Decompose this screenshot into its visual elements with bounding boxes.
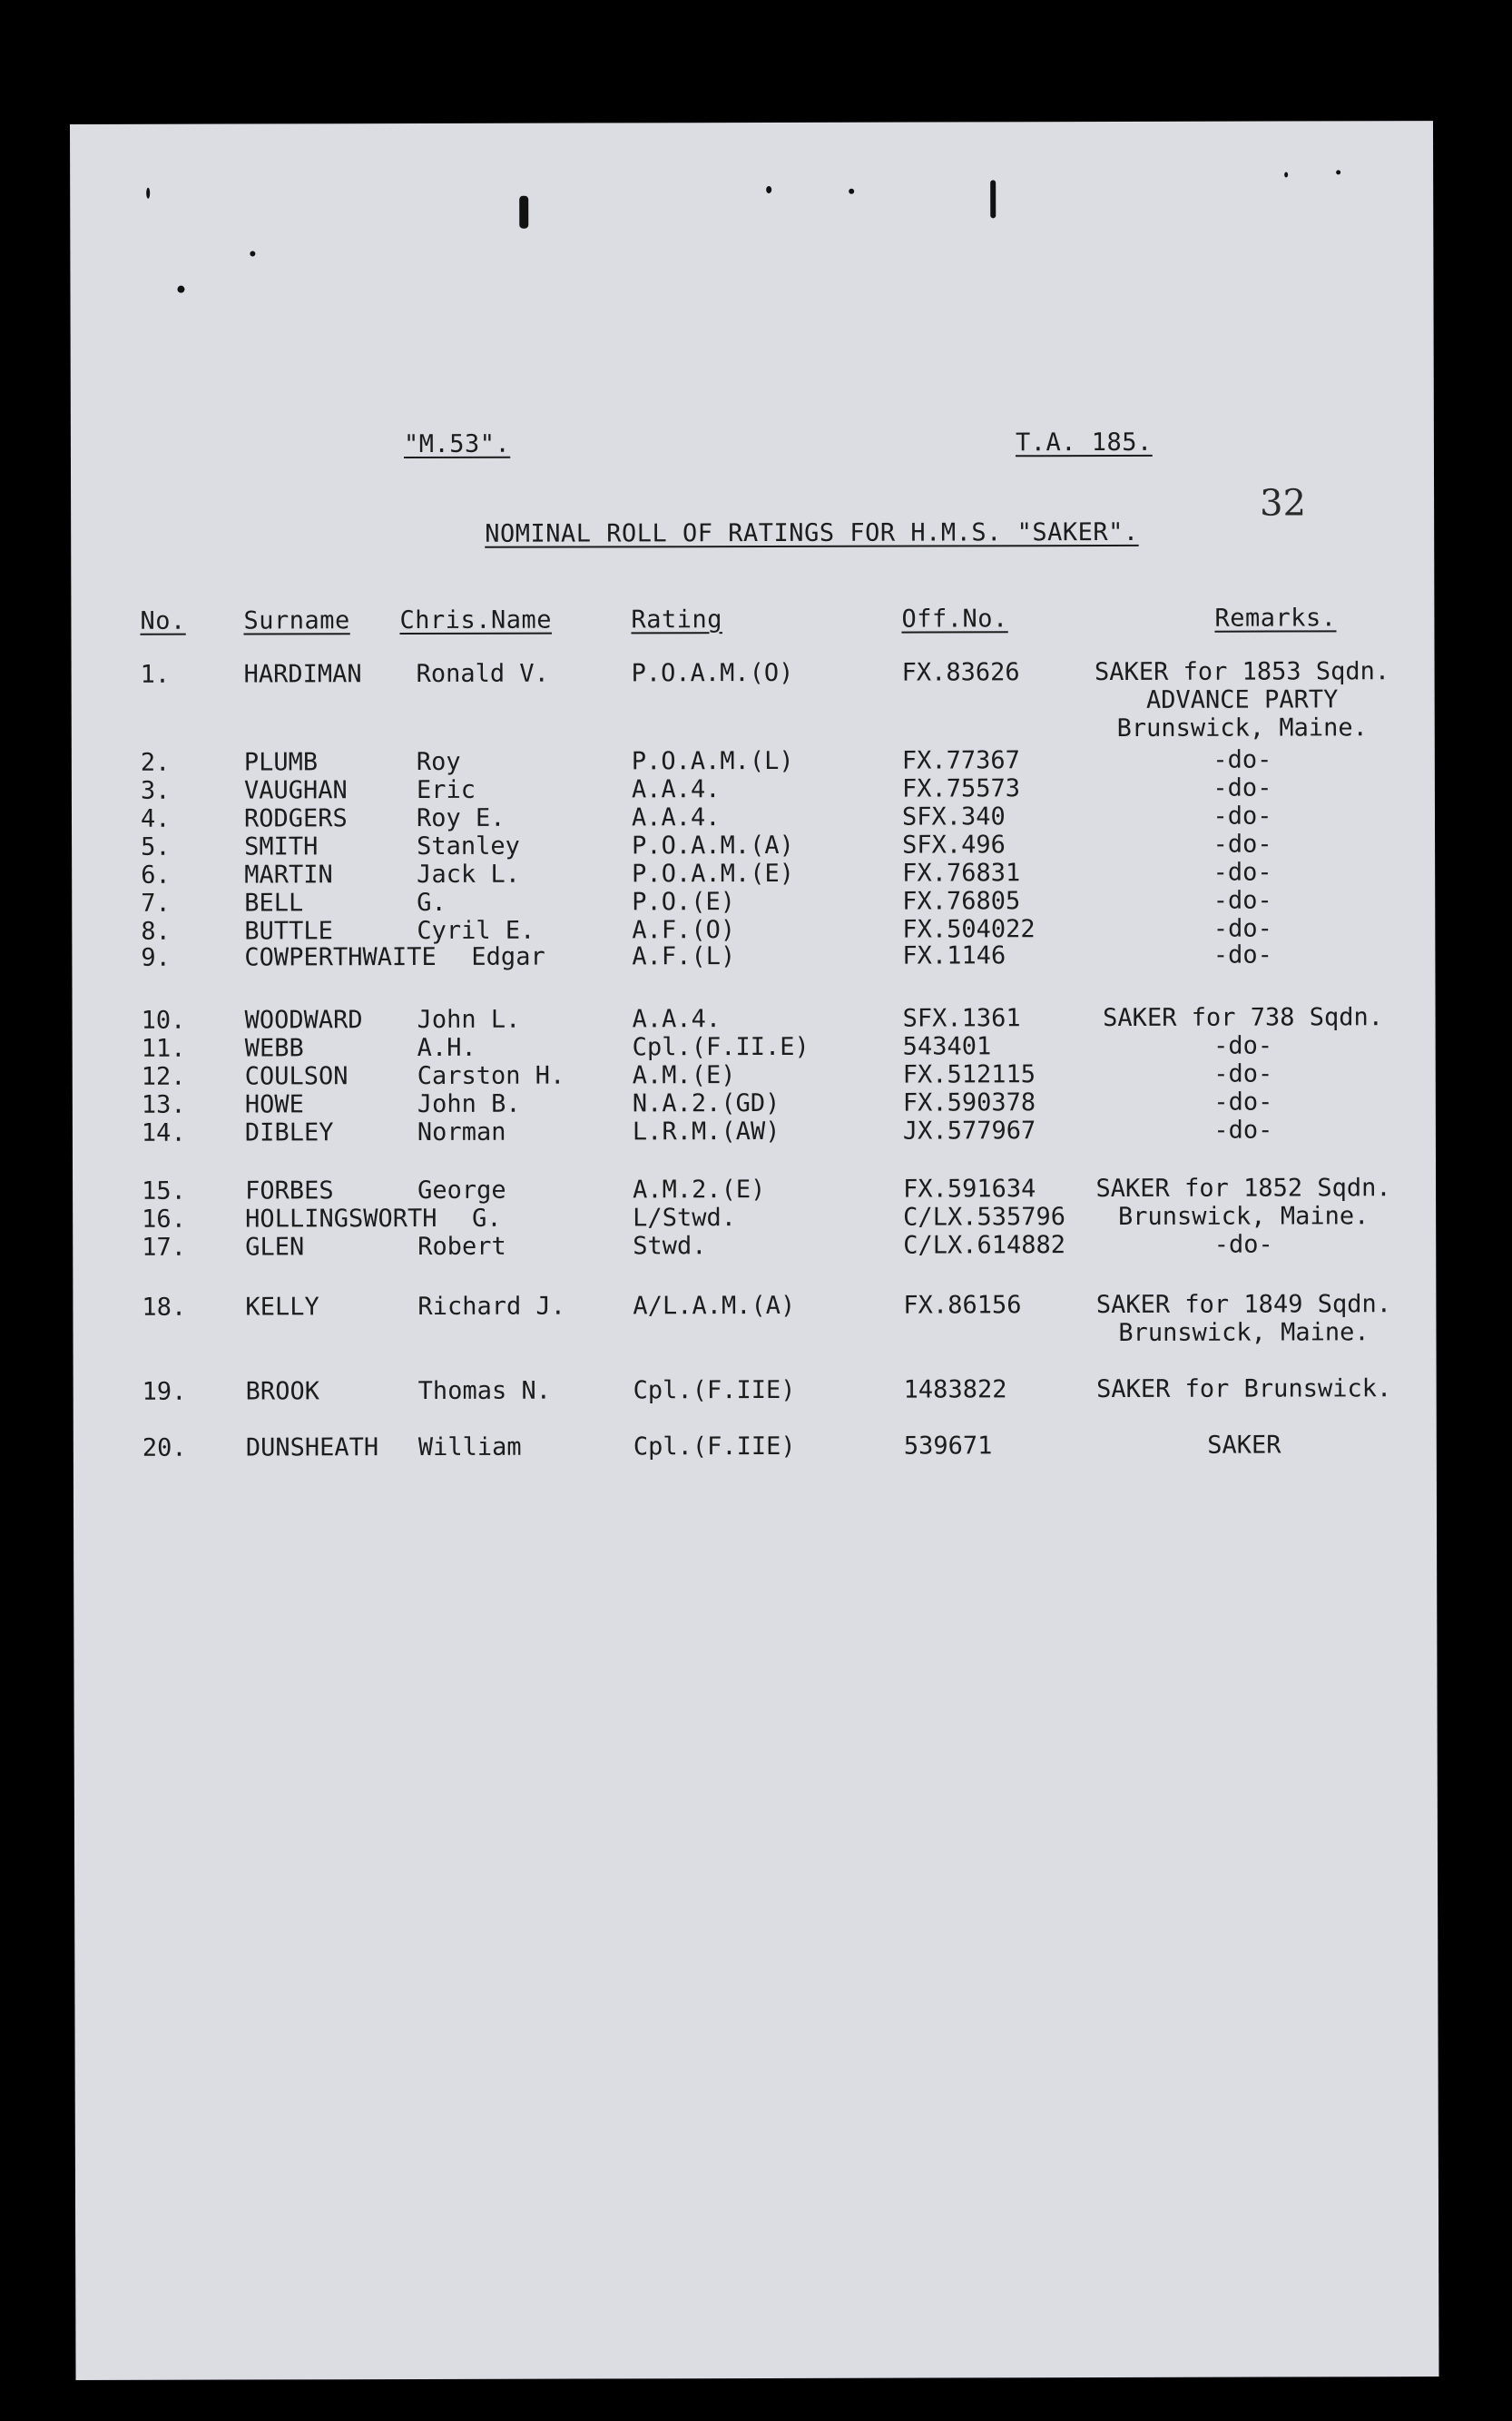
official-number: 1483822 (903, 1375, 1007, 1404)
christian-name: George (417, 1176, 506, 1206)
official-number: FX.83626 (901, 658, 1020, 687)
christian-name: Stanley (417, 832, 520, 861)
rating: A.A.4. (632, 1005, 722, 1034)
ink-mark (1336, 170, 1340, 174)
official-number: 539671 (903, 1432, 993, 1461)
remarks: Brunswick, Maine. (1118, 1318, 1370, 1347)
surname: RODGERS (243, 804, 348, 833)
rating: A.F.(O) (632, 916, 736, 945)
page-number: 32 (1260, 482, 1307, 525)
christian-name: Edgar (471, 942, 545, 971)
christian-name: A.H. (417, 1033, 476, 1063)
ink-mark (250, 251, 255, 256)
column-header-chris-name: Chris.Name (399, 605, 553, 635)
row-number: 1. (140, 660, 171, 689)
table-row (73, 1116, 1436, 1148)
table-row (73, 1059, 1436, 1092)
remarks: SAKER for Brunswick. (1096, 1374, 1392, 1404)
document-title: NOMINAL ROLL OF RATINGS FOR H.M.S. "SAKER". (485, 517, 1139, 548)
remarks: -do- (1213, 773, 1272, 802)
surname: SMITH (244, 832, 319, 861)
remarks: -do- (1213, 1031, 1273, 1060)
remarks: -do- (1213, 1116, 1273, 1145)
column-header-remarks: Remarks. (1214, 604, 1337, 633)
christian-name: Richard J. (417, 1292, 566, 1322)
table-row (73, 1230, 1436, 1263)
row-number: 12. (141, 1062, 186, 1091)
official-number: FX.590378 (902, 1088, 1036, 1117)
remarks: Brunswick, Maine. (1117, 1202, 1370, 1231)
table-row (72, 940, 1435, 973)
rating: A.M.(E) (632, 1061, 736, 1090)
remarks: -do- (1213, 886, 1272, 915)
remarks: -do- (1213, 858, 1272, 887)
official-number: FX.86156 (903, 1291, 1022, 1320)
christian-name: Robert (417, 1232, 506, 1262)
table-row (73, 1003, 1436, 1036)
table-row (73, 1031, 1436, 1064)
rating: A.F.(L) (632, 942, 736, 971)
christian-name: Roy (416, 747, 461, 777)
christian-name: Cyril E. (417, 916, 535, 946)
surname: COWPERTHWAITE (244, 942, 437, 972)
table-row (72, 886, 1435, 919)
ink-mark (766, 186, 771, 193)
surname: BELL (244, 889, 304, 918)
table-row (72, 745, 1435, 778)
rating: A.M.2.(E) (633, 1175, 766, 1205)
official-number: SFX.1361 (902, 1004, 1021, 1033)
surname: DIBLEY (244, 1118, 334, 1147)
row-number: 5. (141, 832, 171, 861)
rating: L.R.M.(AW) (632, 1117, 781, 1147)
column-header-rating: Rating (631, 605, 723, 635)
remarks: -do- (1213, 745, 1272, 774)
christian-name: Thomas N. (417, 1376, 552, 1406)
remarks: -do- (1213, 1087, 1273, 1117)
christian-name: Eric (416, 775, 476, 805)
official-number: FX.75573 (901, 774, 1021, 803)
surname: BUTTLE (244, 917, 333, 946)
christian-name: Roy E. (416, 803, 506, 833)
surname: PLUMB (243, 748, 319, 777)
table-row (72, 773, 1435, 806)
row-number: 19. (142, 1377, 187, 1406)
row-number: 11. (141, 1034, 186, 1063)
official-number: C/LX.614882 (903, 1231, 1066, 1260)
column-header-surname: Surname (243, 606, 350, 635)
surname: HOLLINGSWORTH (245, 1204, 437, 1234)
official-number: FX.504022 (902, 915, 1036, 944)
christian-name: Carston H. (417, 1061, 565, 1091)
surname: BROOK (245, 1377, 319, 1406)
row-number: 3. (140, 776, 171, 805)
rating: L/Stwd. (633, 1204, 736, 1233)
official-number: FX.1146 (902, 941, 1006, 970)
table-row (72, 802, 1435, 834)
rating: Stwd. (633, 1232, 707, 1261)
document-reference-right: T.A. 185. (1015, 428, 1153, 458)
remarks: -do- (1213, 1230, 1273, 1259)
table-row (74, 1431, 1437, 1463)
document-page (70, 121, 1439, 2380)
remarks: SAKER (1207, 1431, 1281, 1460)
row-number: 7. (141, 889, 171, 918)
official-number: JX.577967 (902, 1117, 1036, 1146)
column-header-no: No. (140, 606, 186, 635)
remarks: -do- (1213, 940, 1272, 969)
remarks: SAKER for 1853 Sqdn. (1094, 657, 1390, 687)
official-number: FX.76831 (902, 859, 1021, 888)
surname: GLEN (245, 1233, 305, 1262)
remarks: SAKER for 1852 Sqdn. (1095, 1174, 1391, 1204)
surname: COULSON (244, 1062, 349, 1091)
ink-mark (1284, 172, 1288, 177)
table-row (73, 1087, 1436, 1120)
surname: FORBES (245, 1176, 334, 1206)
rating: P.O.A.M.(E) (632, 859, 795, 889)
table-row (73, 1174, 1436, 1206)
surname: HOWE (244, 1090, 304, 1119)
christian-name: Jack L. (417, 860, 521, 890)
remarks: -do- (1213, 914, 1272, 943)
christian-name: G. (472, 1204, 502, 1233)
remarks: SAKER for 1849 Sqdn. (1095, 1290, 1392, 1320)
rating: P.O.(E) (632, 888, 736, 917)
rating: P.O.A.M.(O) (631, 658, 794, 688)
surname: HARDIMAN (243, 660, 362, 689)
surname: VAUGHAN (243, 776, 348, 805)
remarks: -do- (1213, 1059, 1273, 1088)
christian-name: John B. (417, 1089, 521, 1119)
table-row (73, 1290, 1436, 1347)
surname: MARTIN (244, 861, 333, 890)
row-number: 13. (141, 1090, 186, 1119)
rating: A/L.A.M.(A) (633, 1291, 796, 1321)
table-row (72, 858, 1435, 891)
row-number: 18. (142, 1293, 187, 1322)
ink-mark (519, 196, 528, 229)
christian-name: Ronald V. (416, 659, 549, 689)
row-number: 14. (141, 1118, 186, 1147)
remarks: SAKER for 738 Sqdn. (1103, 1003, 1384, 1033)
remarks: -do- (1213, 830, 1272, 859)
rating: P.O.A.M.(A) (632, 831, 794, 861)
ink-mark (990, 180, 996, 218)
row-number: 2. (140, 748, 171, 777)
row-number: 8. (141, 917, 171, 946)
row-number: 9. (141, 943, 171, 972)
christian-name: William (417, 1432, 522, 1462)
surname: DUNSHEATH (245, 1433, 379, 1462)
row-number: 6. (141, 861, 171, 890)
remarks: Brunswick, Maine. (1116, 714, 1368, 743)
official-number: SFX.340 (901, 802, 1006, 832)
ink-mark (849, 189, 854, 194)
rating: N.A.2.(GD) (632, 1088, 781, 1118)
surname: KELLY (245, 1293, 319, 1322)
rating: Cpl.(F.II.E) (632, 1032, 810, 1062)
official-number: C/LX.535796 (903, 1203, 1066, 1232)
row-number: 16. (142, 1205, 186, 1234)
rating: Cpl.(F.IIE) (633, 1375, 796, 1405)
official-number: FX.591634 (903, 1175, 1036, 1204)
christian-name: Norman (417, 1117, 506, 1147)
official-number: FX.76805 (902, 887, 1021, 916)
row-number: 4. (140, 804, 171, 833)
official-number: FX.512115 (902, 1060, 1036, 1089)
christian-name: John L. (417, 1005, 521, 1035)
remarks: ADVANCE PARTY (1145, 685, 1339, 714)
rating: A.A.4. (631, 803, 721, 832)
document-reference-left: "M.53". (403, 429, 511, 459)
official-number: 543401 (902, 1032, 992, 1061)
ink-mark (146, 188, 150, 199)
surname: WEBB (244, 1034, 304, 1063)
rating: P.O.A.M.(L) (631, 746, 794, 776)
table-row (72, 830, 1435, 862)
christian-name: G. (417, 888, 447, 918)
official-number: FX.77367 (901, 746, 1020, 775)
ink-mark (177, 286, 184, 293)
table-row (74, 1374, 1437, 1407)
remarks: -do- (1213, 802, 1272, 831)
rating: A.A.4. (631, 775, 721, 804)
official-number: SFX.496 (902, 831, 1006, 860)
rating: Cpl.(F.IIE) (633, 1432, 796, 1461)
column-header-off-no: Off.No. (901, 605, 1008, 634)
table-row (72, 657, 1435, 743)
row-number: 10. (141, 1006, 186, 1035)
row-number: 20. (142, 1433, 187, 1462)
row-number: 15. (142, 1176, 186, 1206)
surname: WOODWARD (244, 1006, 363, 1035)
table-row (73, 1202, 1436, 1235)
row-number: 17. (142, 1233, 187, 1262)
